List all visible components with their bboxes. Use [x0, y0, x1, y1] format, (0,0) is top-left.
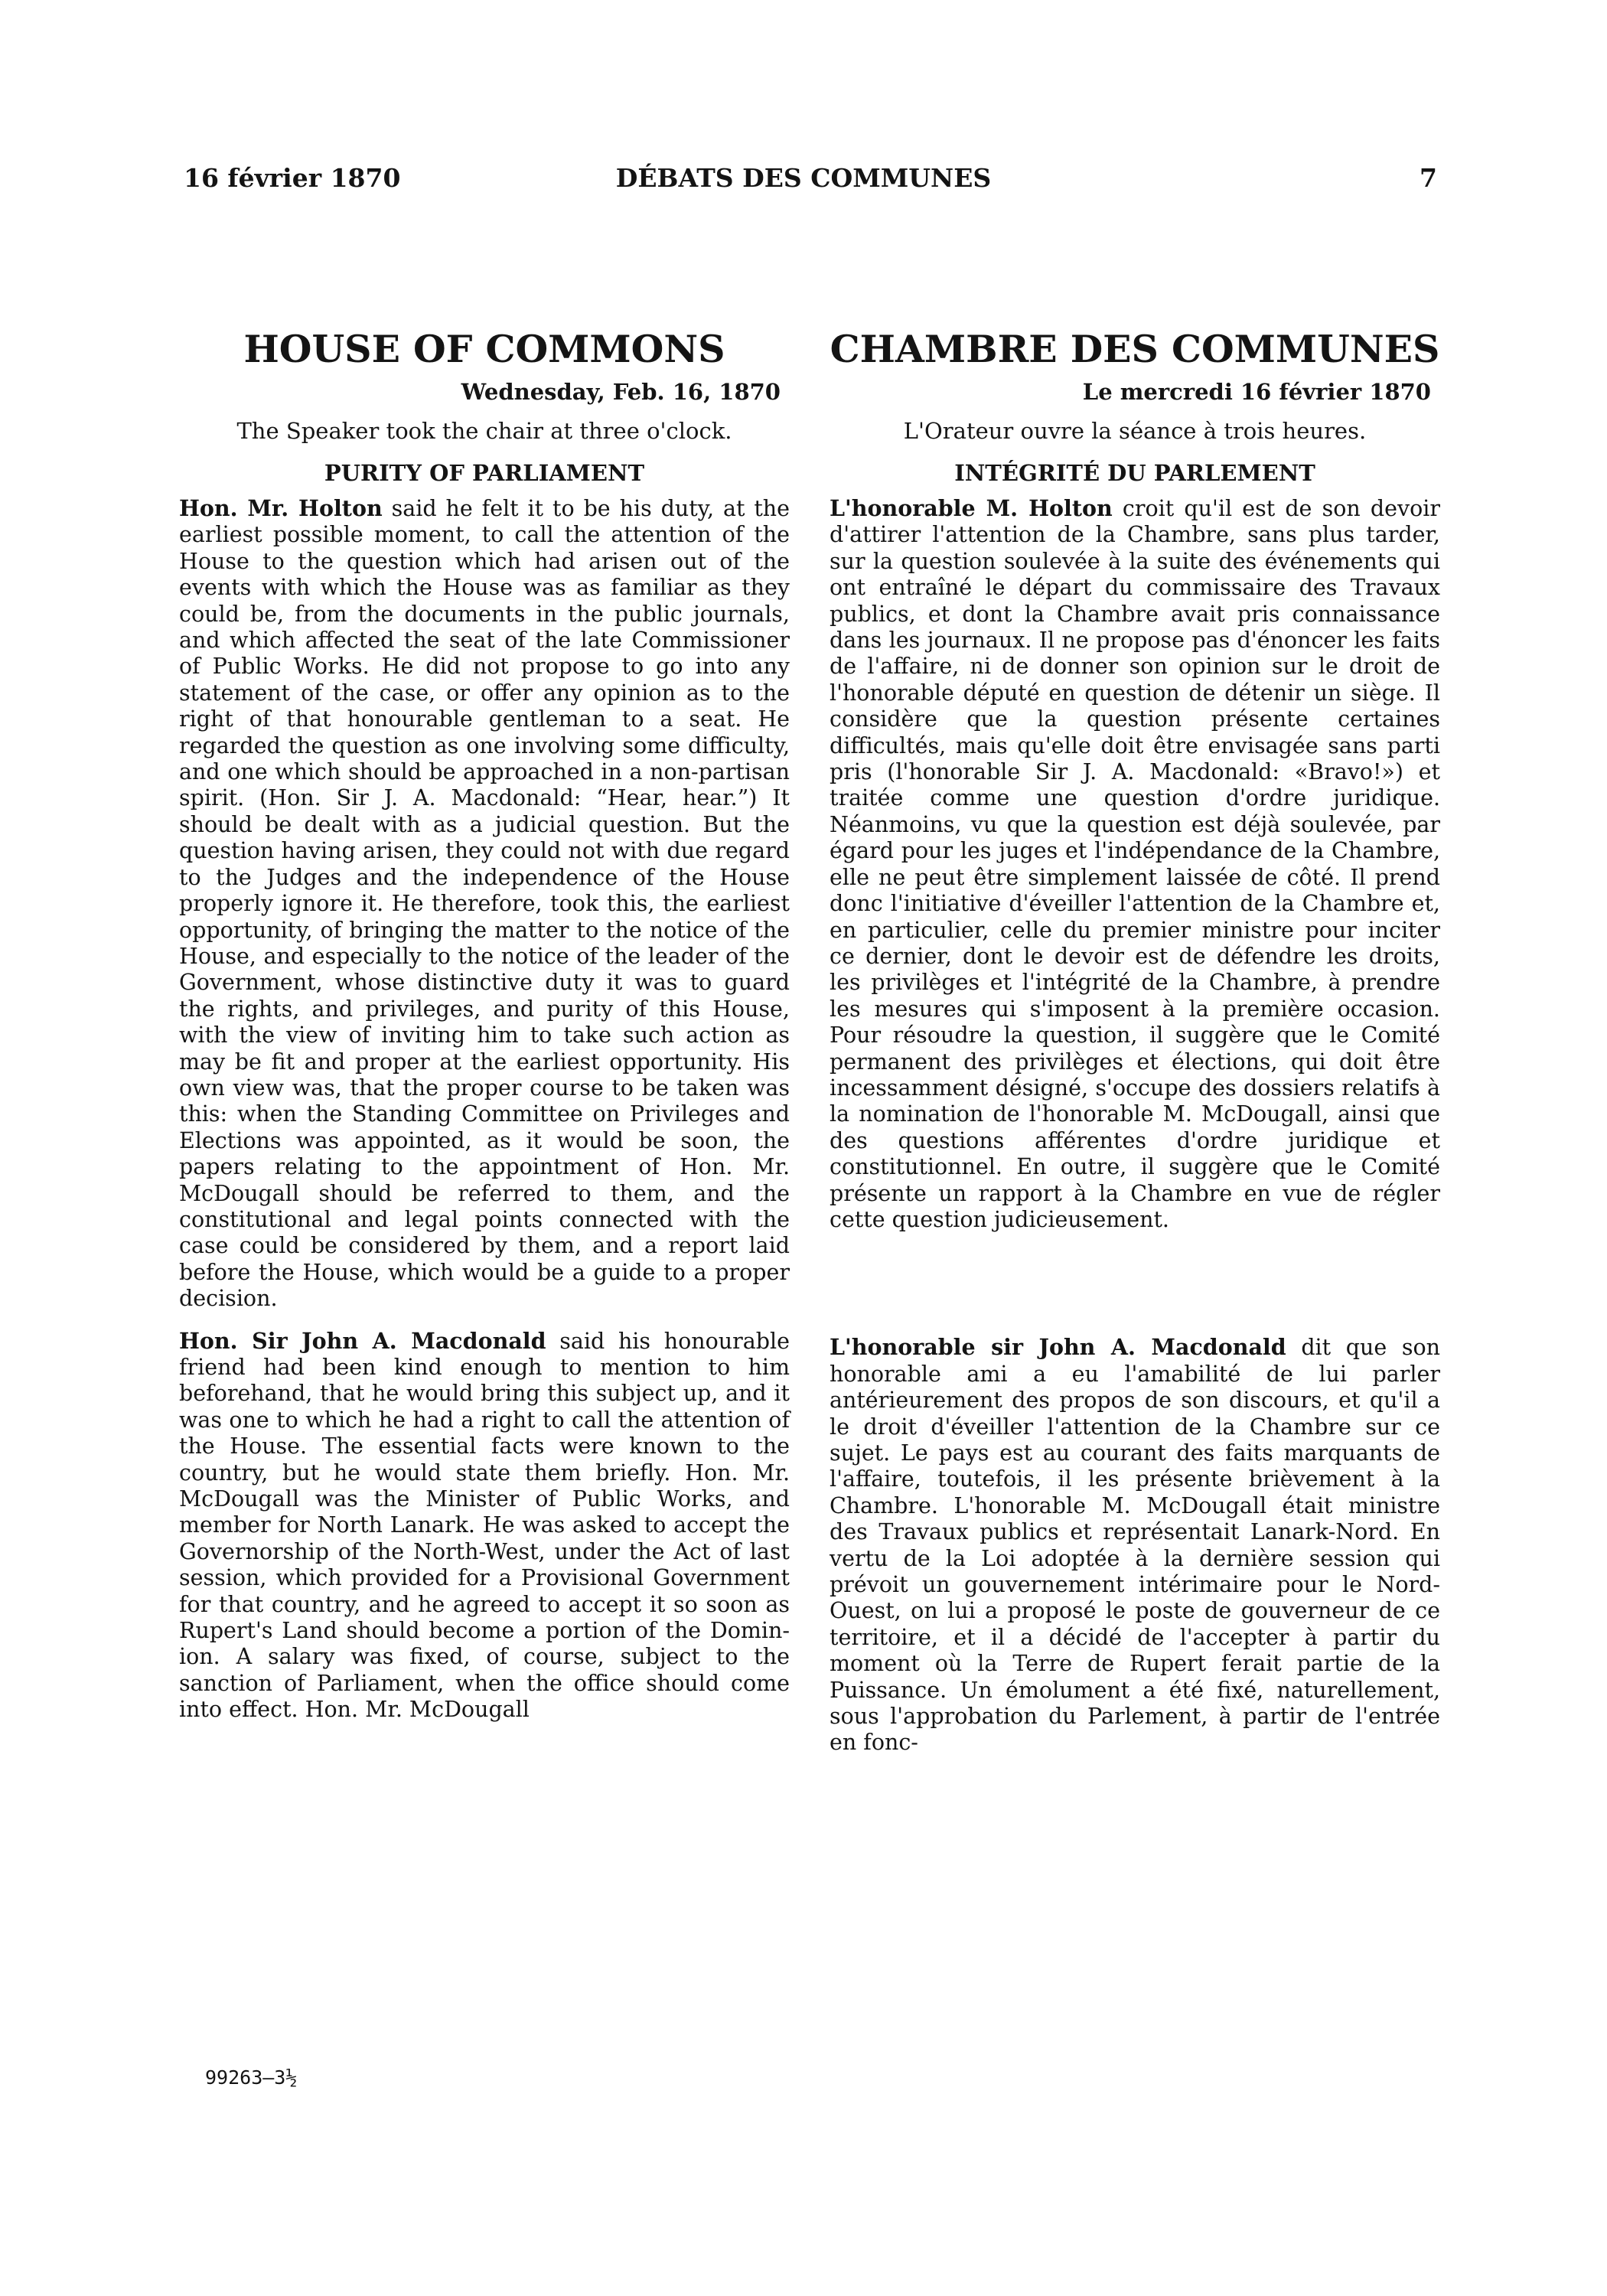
french-date: Le mercredi 16 février 1870: [1082, 379, 1431, 405]
french-paragraph-holton: [830, 495, 1440, 1233]
paragraph-text: said his honourable friend had been kind enough to mention to him beforehand, that he would bring this subject up, and it was one to which he had a right to call the attention of the House. The essential facts were known to the country, but he would state them briefly. Hon. Mr. McDougall was the Minister of Public Works, and member for North Lanark. He was asked to accept the Governorship of the North-West, under the Act of last session, which provided for a Provisional Government for that country, and he agreed to accept it so soon as Rupert's Land should become a portion of the Dominion. A salary was fixed, of course, subject to the sanction of Parliament, when the office should come into effect. Hon. Mr. McDougall: [179, 1328, 790, 1723]
paragraph-text: croit qu'il est de son devoir d'attirer l'attention de la Chambre, sans plus tarder, sur la question soulevée à la suite des événements qui ont entraîné le départ du commissaire des Travaux publics, et dont la Chambre avait pris connaissance dans les journaux. Il ne propose pas d'énoncer les faits de l'affaire, ni de donner son opinion sur le droit de l'honorable député en question de détenir un siège. Il considère que la question présente certaines difficultés, mais qu'elle doit être envisagée sans parti pris (l'honorable Sir J. A. Macdonald: «Bravo!») et traitée comme une question d'ordre juridique. Néanmoins, vu que la question est déjà soulevée, par égard pour les juges et l'indépendance de la Chambre, elle ne peut être simplement laissée de côté. Il prend donc l'initiative d'éveiller l'attention de la Chambre et, en particulier, celle du premier ministre pour inciter ce dernier, dont le devoir est de défendre les droits, les privilèges et l'intégrité de la Chambre, à prendre les mesures qui s'imposent à la première occasion. Pour résoudre la question, il suggère que le Comité permanent des privilèges et élections, qui doit être incessamment désigné, s'occupe des dossiers relatifs à la nomination de l'honorable M. McDougall, ainsi que des questions afférentes d'ordre juridique et constitutionnel. En outre, il suggère que le Comité présente un rapport à la Chambre en vue de régler cette question judicieusement.: [830, 496, 1440, 1232]
french-column: [830, 325, 1440, 1756]
english-section-title: PURITY OF PARLIAMENT: [324, 460, 645, 486]
speaker-name: Hon. Sir John A. Macdonald: [179, 1327, 546, 1354]
header-title: DÉBATS DES COMMUNES: [615, 163, 992, 193]
running-header: [0, 163, 1607, 201]
speaker-name: L'honorable M. Holton: [830, 495, 1113, 521]
english-opening: The Speaker took the chair at three o'clock.: [236, 418, 732, 444]
page-number: 7: [1420, 163, 1437, 193]
header-date: 16 février 1870: [184, 163, 401, 193]
french-section-title: INTÉGRITÉ DU PARLEMENT: [954, 460, 1315, 486]
english-paragraph-macdonald: [179, 1328, 790, 1724]
english-title: HOUSE OF COMMONS: [243, 327, 725, 371]
speaker-name: L'honorable sir John A. Macdonald: [830, 1334, 1286, 1361]
french-title: CHAMBRE DES COMMUNES: [830, 327, 1440, 371]
english-column: [179, 325, 790, 1724]
paragraph-text: said he felt it to be his duty, at the earliest possible moment, to call the attention of the House to the question which had arisen out of the events with which the House was as familiar as they could be, from the documents in the public journals, and which affected the seat of the late Commissioner of Public Works. He did not propose to go into any statement of the case, or offer any opinion as to the right of that honourable gentleman to a seat. He regarded the question as one involving some difficulty, and one which should be approached in a non-partisan spirit. (Hon. Sir J. A. Macdonald: “Hear, hear.”) It should be dealt with as a judicial question. But the question having arisen, they could not with due regard to the Judges and the independence of the House properly ignore it. He therefore, took this, the earliest opportunity, of bringing the matter to the notice of the House, and especially to the notice of the leader of the Government, whose distinctive duty it was to guard the rights, and privileges, and purity of this House, with the view of inviting him to take such action as may be fit and proper at the earliest opportunity. His own view was, that the proper course to be taken was this: when the Standing Committee on Privileges and Elections was appointed, as it would be soon, the papers relating to the appointment of Hon. Mr. McDougall should be referred to them, and the constitutional and legal points connected with the case could be considered by them, and a report laid before the House, which would be a guide to a proper decision.: [179, 496, 790, 1312]
footer-code: 99263—3½: [205, 2066, 298, 2089]
french-opening: L'Orateur ouvre la séance à trois heures.: [903, 418, 1367, 444]
english-date: Wednesday, Feb. 16, 1870: [461, 379, 781, 405]
english-paragraph-holton: [179, 495, 790, 1313]
french-paragraph-macdonald: [830, 1334, 1440, 1756]
speaker-name: Hon. Mr. Holton: [179, 495, 383, 521]
paragraph-text: dit que son honorable ami a eu l'amabilité de lui parler antérieurement des propos de son discours, et qu'il a le droit d'éveiller l'attention de la Chambre sur ce sujet. Le pays est au courant des faits marquants de l'affaire, toutefois, il les présente brièvement à la Chambre. L'honorable M. McDougall était ministre des Travaux publics et représentait Lanark-Nord. En vertu de la Loi adoptée à la dernière session qui prévoit un gouvernement intérimaire pour le Nord-Ouest, on lui a proposé le poste de gouverneur de ce territoire, et il a décidé de l'accepter à partir du moment où la Terre de Rupert ferait partie de la Puissance. Un émolument a été fixé, naturellement, sous l'approbation du Parlement, à partir de l'entrée en fonc-: [830, 1335, 1440, 1756]
